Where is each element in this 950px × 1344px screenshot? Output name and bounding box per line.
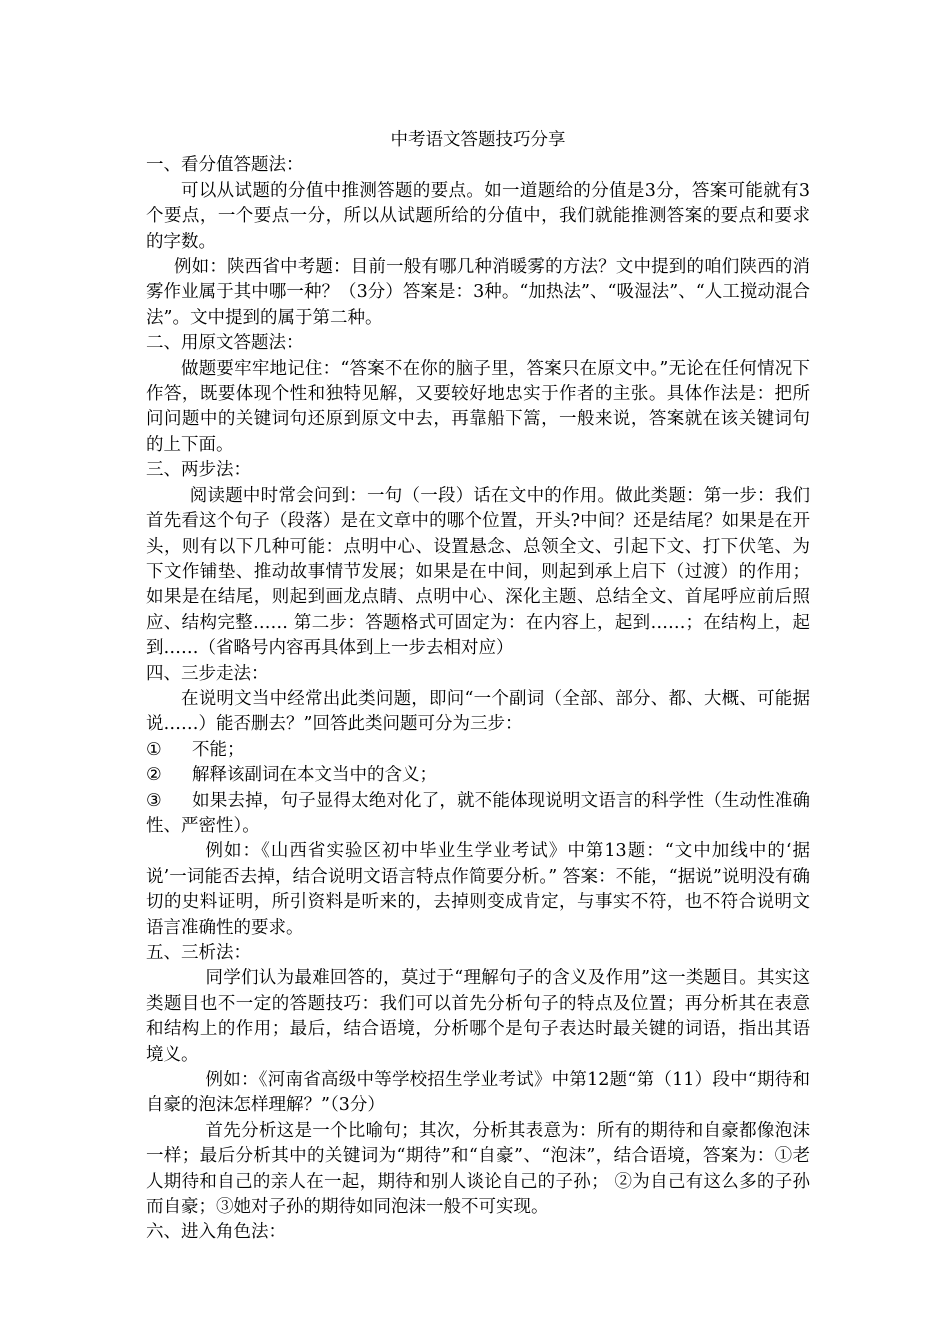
list-text: 如果去掉，句子显得太绝对化了，就不能体现说明文语言的科学性（生动性准确性、严密性）。 — [146, 790, 810, 836]
list-number: ② — [146, 765, 162, 786]
list-number: ① — [146, 739, 162, 760]
section-5-paragraph-1: 同学们认为最难回答的，莫过于“理解句子的含义及作用”这一类题目。其实这类题目也不一定的答题技巧：我们可以首先分析句子的特点及位置；再分析其在表意和结构上的作用；最后，结合语境，分析哪个是句子表达时最关键的词语，指出其语境义。 — [146, 968, 810, 1065]
section-4-list — [146, 738, 810, 840]
section-1-example: 例如：陕西省中考题：目前一般有哪几种消暖雾的方法？文中提到的咱们陕西的消雾作业属于其中哪一种？（3分）答案是：3种。“加热法”、“吸湿法”、“人工搅动混合法”。文中提到的属于第二种。 — [146, 257, 810, 328]
section-5-answer: 首先分析这是一个比喻句；其次，分析其表意为：所有的期待和自豪都像泡沫一样；最后分析其中的关键词为“期待”和“自豪”、“泡沫”，结合语境，答案为：①老人期待和自己的亲人在一起，期待和别人谈论自己的子孙； ②为自己有这么多的子孙而自豪；③她对子孙的期待如同泡沫一般不可实现。 — [146, 1120, 810, 1218]
list-text: 不能； — [192, 739, 245, 760]
section-heading-3: 三、两步法： — [146, 460, 251, 481]
section-4-example: 例如：《山西省实验区初中毕业生学业考试》中第13题：“文中加线中的‘据说’一词能否去掉，结合说明文语言特点作简要分析。” 答案：不能，“据说”说明没有确切的史料证明，所引资料是听来的，去掉则变成肯定，与事实不符，也不符合说明文语言准确性的要求。 — [146, 841, 810, 938]
section-heading-6: 六、进入角色法： — [146, 1222, 286, 1243]
list-item — [146, 738, 810, 763]
list-number: ③ — [146, 790, 162, 811]
list-text: 解释该副词在本文当中的含义； — [192, 765, 437, 786]
section-5-example: 例如：《河南省高级中等学校招生学业考试》中第12题“第（11）段中“期待和自豪的泡沫怎样理解？”（3分） — [146, 1070, 810, 1116]
section-1-paragraph-1: 可以从试题的分值中推测答题的要点。如一道题给的分值是3分，答案可能就有3个要点，一个要点一分，所以从试题所给的分值中，我们就能推测答案的要点和要求的字数。 — [146, 180, 810, 252]
section-heading-2: 二、用原文答题法： — [146, 333, 304, 354]
section-3-paragraph-1: 阅读题中时常会问到：一句（一段）话在文中的作用。做此类题：第一步：我们首先看这个句子（段落）是在文章中的哪个位置，开头?中间？还是结尾？如果是在开头，则有以下几种可能：点明中心、设置悬念、总领全文、引起下文、打下伏笔、为下文作铺垫、推动故事情节发展；如果是在中间，则起到承上启下（过渡）的作用；如果是在结尾，则起到画龙点睛、点明中心、深化主题、总结全文、首尾呼应前后照应、结构完整…… 第二步：答题格式可固定为：在内容上，起到……；在结构上，起到……（省略号内容再具体到上一步去相对应） — [146, 485, 810, 659]
document-page — [146, 128, 810, 1246]
list-item — [146, 789, 810, 840]
section-heading-5: 五、三析法： — [146, 943, 251, 963]
page-title: 中考语文答题技巧分享 — [390, 130, 566, 150]
section-2-paragraph-1: 做题要牢牢地记住：“答案不在你的脑子里，答案只在原文中。”无论在任何情况下作答，既要体现个性和独特见解，又要较好地忠实于作者的主张。具体作法是：把所问问题中的关键词句还原到原文中去，再靠船下篙，一般来说，答案就在该关键词句的上下面。 — [146, 358, 810, 455]
section-heading-1: 一、看分值答题法： — [146, 155, 304, 176]
list-item — [146, 763, 810, 788]
section-4-paragraph-1: 在说明文当中经常出此类问题，即问“一个副词（全部、部分、都、大概、可能据说……）能否删去？”回答此类问题可分为三步： — [146, 688, 810, 735]
section-heading-4: 四、三步走法： — [146, 663, 269, 684]
